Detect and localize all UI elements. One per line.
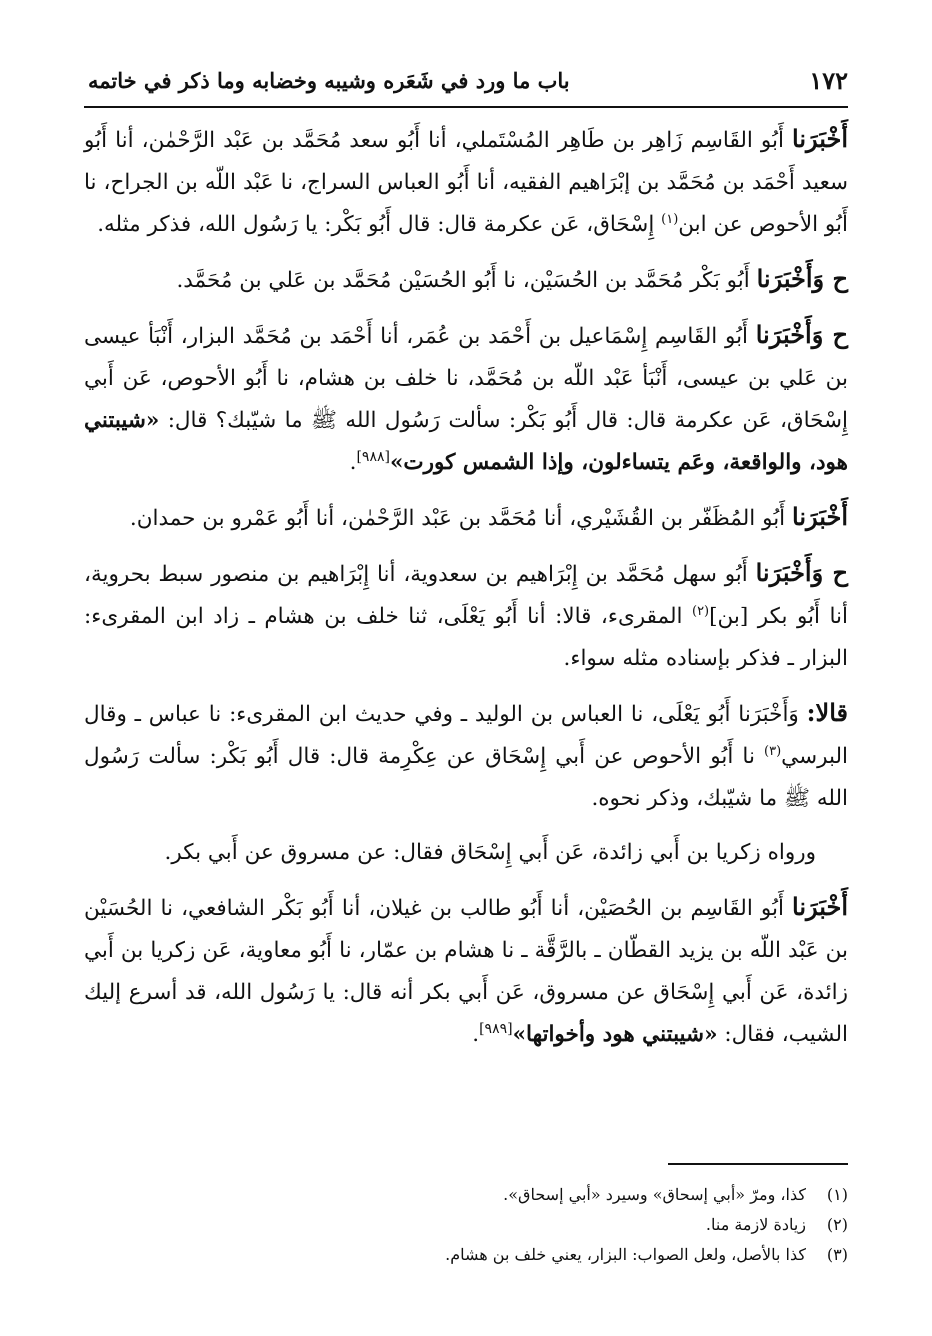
paragraph-1 bbox=[84, 118, 848, 246]
paragraph-text: ورواه زكريا بن أَبي زائدة، عَن أَبي إِسْحَاق فقال: عن مسروق عن أَبي بكر. bbox=[164, 840, 816, 865]
footnote-number: (١) bbox=[826, 1185, 848, 1204]
isnad-lead: أَخْبَرَنا bbox=[792, 502, 848, 531]
paragraph-text: وَأَخْبَرَنا أَبُو يَعْلَى، نا العباس بن الوليد ـ وفي حديث ابن المقرىء: نا عباس ـ وقال البرسي bbox=[84, 702, 848, 769]
isnad-lead: أَخْبَرَنا bbox=[792, 124, 848, 153]
paragraph-8: أَخْبَرَنا أَبُو القَاسِم بن الحُصَيْن، أنا أَبُو طالب بن غيلان، أنا أَبُو بَكْر الشافعي، نا الحُسَيْن بن عَبْد اللّه بن يزيد القطّان ـ بالرَّقَّة ـ نا هشام بن عمّار، نا أَبُو معاوية، عَن زكريا بن أَبي زائدة، عَن أَبي إِسْحَاق عن مسروق، عَن أَبي بكر أنه قال: يا رَسُول الله، قد أسرع إليك الشيب، فقال: «شيبتني هود وأخواتها»[٩٨٩]. bbox=[84, 892, 848, 1047]
footnote-3 bbox=[84, 1240, 848, 1270]
paragraph-text-cont: نا أَبُو الأحوص عن أَبي إِسْحَاق عن عِكْرِمة قال: قال أَبُو بَكْر: سألت رَسُول الله ﷺ ما شيّبك، وذكر نحوه. bbox=[84, 744, 848, 811]
hadith-number: [٩٨٩] bbox=[479, 1020, 513, 1037]
paragraph-text-cont: إِسْحَاق، عَن عكرمة قال: قال أَبُو بَكْر: يا رَسُول الله، فذكر مثله. bbox=[97, 212, 655, 237]
paragraph-4 bbox=[84, 496, 848, 540]
footnote-marker: (٣) bbox=[764, 743, 782, 759]
paragraph-6 bbox=[84, 692, 848, 820]
paragraph-7 bbox=[84, 832, 848, 874]
header-rule bbox=[84, 106, 848, 108]
footnote-text: كذا، ومرّ «أبي إسحاق» وسيرد «أبي إسحاق». bbox=[503, 1185, 806, 1204]
footnotes bbox=[84, 1180, 848, 1270]
hadith-quote: «شيبتني هود، والواقعة، وعَم يتساءلون، وإذا الشمس كورت» bbox=[84, 408, 848, 475]
paragraph-text: أَبُو سهل مُحَمَّد بن إِبْرَاهيم بن سعدوية، أنا إِبْرَاهيم بن منصور سبط بحروية، أنا أَبُو بكر [بن] bbox=[84, 562, 849, 629]
footnote-text: زيادة لازمة منا. bbox=[705, 1215, 806, 1234]
page-number: ١٧٢ bbox=[809, 65, 848, 95]
footnote-marker: (١) bbox=[661, 211, 679, 227]
running-title: باب ما ورد في شَعَره وشيبه وخضابه وما ذكر في خاتمه bbox=[88, 67, 570, 93]
paragraph-5 bbox=[84, 552, 848, 680]
footnote-number: (٣) bbox=[826, 1245, 848, 1264]
paragraph-2 bbox=[84, 258, 848, 302]
footnote-rule bbox=[668, 1163, 848, 1165]
hadith-number: [٩٨٨] bbox=[356, 448, 390, 465]
footnote-marker: (٢) bbox=[691, 603, 710, 619]
isnad-lead: أَخْبَرَنا bbox=[792, 892, 848, 921]
paragraph-3: ح وَأَخْبَرَنا أَبُو القَاسِم إِسْمَاعيل بن أَحْمَد بن عُمَر، أنا أَحْمَد بن مُحَمَّد البزار، أَنْبَأ عيسى بن عَلي بن عيسى، أَنْبَأ عَبْد اللّه بن مُحَمَّد، نا خلف بن هشام، نا أَبُو الأحوص، عَن أَبي إِسْحَاق، عَن عكرمة قال: قال أَبُو بَكْر: سألت رَسُول الله ﷺ ما شيّبك؟ قال: «شيبتني هود، والواقعة، وعَم يتساءلون، وإذا الشمس كورت»[٩٨٨]. bbox=[84, 320, 848, 475]
paragraph-text: أَبُو المُظَفّر بن القُشَيْري، أنا مُحَمَّد بن عَبْد الرَّحْمٰن، أنا أَبُو عَمْرو بن حمدان. bbox=[129, 506, 786, 531]
paragraph-text-cont: المقرىء، قالا: أنا أَبُو يَعْلَى، ثنا خلف بن هشام ـ زاد ابن المقرىء: البزار ـ فذكر بإسناده مثله سواء. bbox=[84, 604, 848, 671]
footnote-number: (٢) bbox=[826, 1215, 848, 1234]
isnad-lead: ح وَأَخْبَرَنا bbox=[755, 320, 848, 349]
paragraph-text: أَبُو القَاسِم زَاهِر بن طَاهِر المُسْتَملي، أنا أَبُو سعد مُحَمَّد بن عَبْد الرَّحْمٰن، أنا أَبُو سعيد أَحْمَد بن مُحَمَّد بن إبْرَاهيم الفقيه، أنا أَبُو العباس السراج، نا عَبْد اللّه بن الجراح، نا أَبُو الأحوص عن ابن bbox=[84, 128, 848, 237]
isnad-lead: ح وَأَخْبَرَنا bbox=[755, 558, 848, 587]
paragraph-text: أَبُو بَكْر مُحَمَّد بن الحُسَيْن، نا أَبُو الحُسَيْن مُحَمَّد بن عَلي بن مُحَمَّد. bbox=[176, 268, 750, 293]
footnote-text: كذا بالأصل، ولعل الصواب: البزار، يعني خلف بن هشام. bbox=[445, 1245, 806, 1264]
page-header bbox=[88, 58, 848, 102]
footnote-2 bbox=[84, 1210, 848, 1240]
isnad-lead: ح وَأَخْبَرَنا bbox=[756, 264, 848, 293]
isnad-lead: قالا: bbox=[806, 698, 848, 727]
body-text bbox=[84, 118, 848, 1068]
paragraph-text: أَبُو القَاسِم بن الحُصَيْن، أنا أَبُو طالب بن غيلان، أنا أَبُو بَكْر الشافعي، نا الحُسَيْن بن عَبْد اللّه بن يزيد القطّان ـ بالرَّقَّة ـ نا هشام بن عمّار، نا أَبُو معاوية، عَن زكريا بن أَبي زائدة، عَن أَبي إِسْحَاق عن مسروق، عَن أَبي بكر أنه قال: يا رَسُول الله، قد أسرع إليك الشيب، فقال: bbox=[84, 896, 848, 1047]
paragraph-text: أَبُو القَاسِم إِسْمَاعيل بن أَحْمَد بن عُمَر، أنا أَحْمَد بن مُحَمَّد البزار، أَنْبَأ عيسى بن عَلي بن عيسى، أَنْبَأ عَبْد اللّه بن مُحَمَّد، نا خلف بن هشام، نا أَبُو الأحوص، عَن أَبي إِسْحَاق، عَن عكرمة قال: قال أَبُو بَكْر: سألت رَسُول الله ﷺ ما شيّبك؟ قال: bbox=[84, 324, 848, 433]
hadith-quote: «شيبتني هود وأخواتها» bbox=[512, 1022, 718, 1047]
footnote-1 bbox=[84, 1180, 848, 1210]
